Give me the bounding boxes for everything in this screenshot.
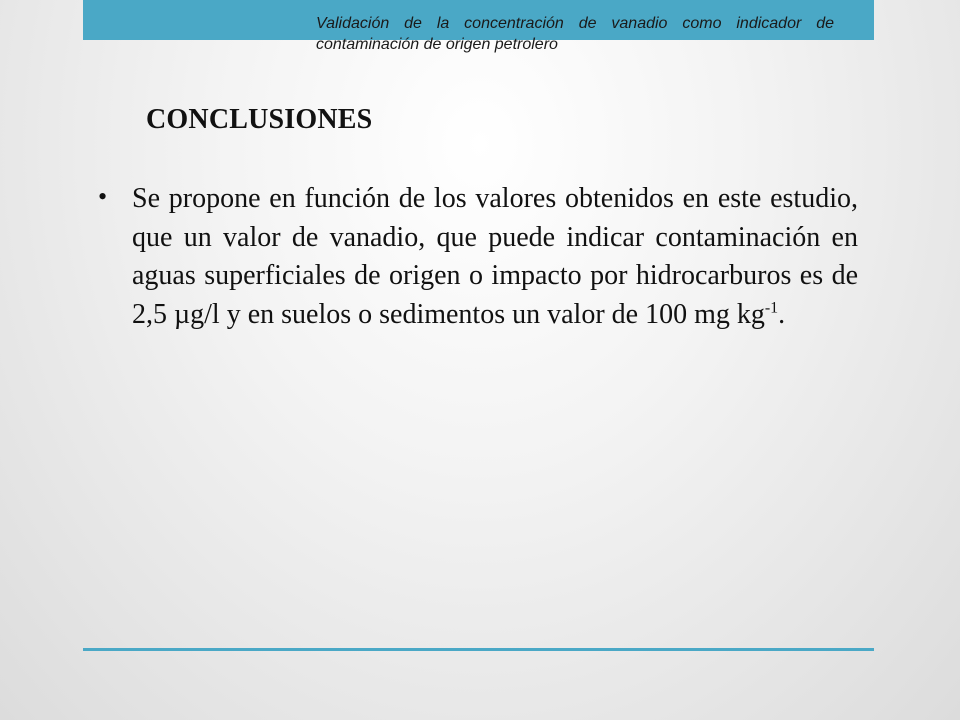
header-subtitle: Validación de la concentración de vanadio como indicador de contaminación de origen petrolero bbox=[316, 15, 834, 53]
bullet-item bbox=[98, 180, 858, 334]
bullet-text bbox=[132, 180, 858, 334]
bullet-text-main: Se propone en función de los valores obtenidos en este estudio, que un valor de vanadio, que puede indicar contaminación en aguas superficiales de origen o impacto por hidrocarburos es de 2,5 µg/l y en suelos o sedimentos un valor de 100 mg kg bbox=[132, 183, 858, 330]
bullet-marker: • bbox=[98, 182, 108, 211]
bullet-superscript: -1 bbox=[764, 299, 779, 317]
bullet-list bbox=[98, 180, 858, 334]
slide-title: CONCLUSIONES bbox=[146, 104, 373, 135]
footer-accent-line bbox=[83, 648, 874, 651]
bullet-text-end: . bbox=[778, 298, 786, 330]
